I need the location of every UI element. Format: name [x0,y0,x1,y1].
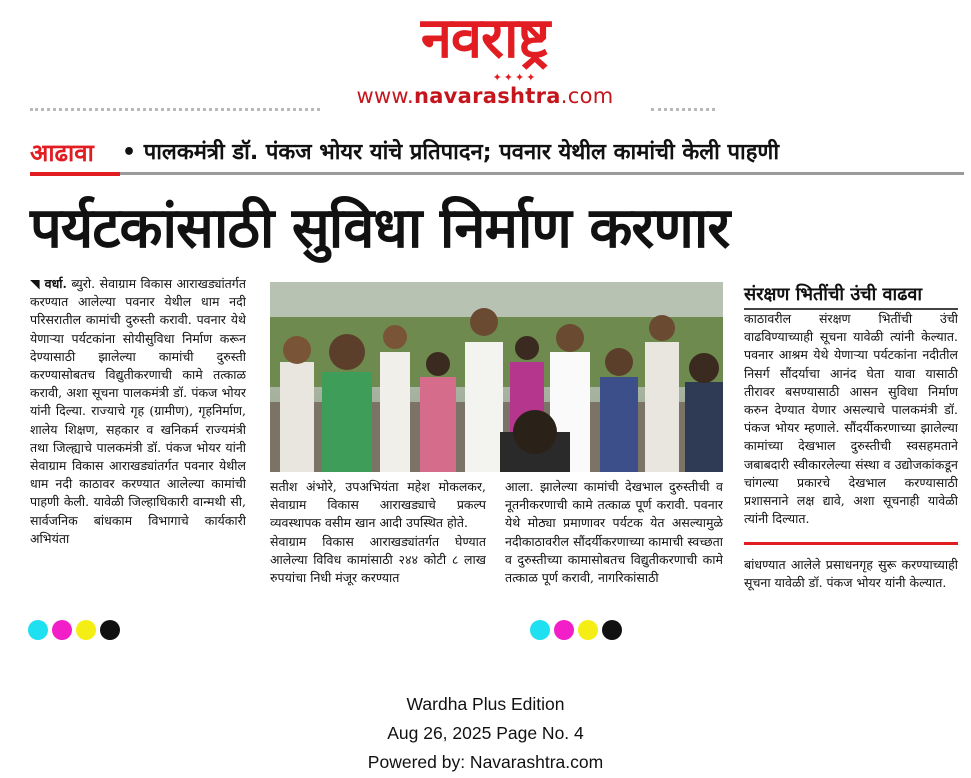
kicker-label: आढावा [30,139,94,167]
section-subhead: संरक्षण भितींची उंची वाढवा [744,284,923,305]
column-4-tail-text: बांधण्यात आलेले प्रसाधनगृह सुरू करण्याच्याही सूचना यावेळी डॉ. पंकज भोयर यांनी केल्यात. [744,557,958,591]
article-column-1 [30,275,246,615]
article-column-4 [744,310,958,538]
article-column-4-tail [744,556,958,616]
registration-yellow-mark [76,620,96,640]
column-4-body: काठावरील संरक्षण भितींची उंची वाढविण्याच्याही सूचना यावेळी त्यांनी केल्यात. पवनार आश्रम येथे येणाऱ्या पर्यटकांना नदीतील निसर्ग सौंदर्याचा आनंद घेता यावा यासाठी तीरावर बसण्यासाठी आसन सुविधा निर्माण करुन देण्यात येणार असल्याचे पालकमंत्री डॉ. पंकज भोयर म्हणाले. सौंदर्यीकरणाच्या झालेल्या कामांच्या देखभाल दुरुस्तीची स्वसहमताने जबाबदारी स्वीकारलेल्या संस्था व उद्योजकांकडून चांगल्या प्रकारचे देखभाल करण्यासाठी प्रशासनाने लक्ष द्यावे, अशा सूचनाही यावेळी त्यांनी दिल्यात. [744,311,958,527]
article-column-3 [505,478,723,616]
dateline-mark-icon: ◥ [30,276,41,291]
kicker-accent-rule [30,172,120,176]
dateline-bureau: ब्युरो. [66,276,96,291]
article-headline: पर्यटकांसाठी सुविधा निर्माण करणार [30,196,730,261]
brand-url[interactable] [300,84,670,108]
column-1-body: सेवाग्राम विकास आराखड्यांतर्गत करण्यात आलेल्या पवनार येथील धाम नदी परिसरातील कामांची दुरुस्ती करावी. पवनार येथे येणाऱ्या पर्यटकांना सोयीसुविधा निर्माण करून देण्यासाठी झालेल्या कामांची दुरुस्ती करण्यासोबतच विद्युतीकरणाची कामे तत्काळ करावी, अशा सूचना पालकमंत्री डॉ. पंकज भोयर यांनी दिल्या. राज्याचे गृह (ग्रामीण), गृहनिर्माण, शालेय शिक्षण, सहकार व खनिकर्म राज्यमंत्री तथा जिल्ह्याचे पालकमंत्री डॉ. पंकज भोयर यांनी सेवाग्राम विकास आराखड्यांतर्गत पवनार येथील धाम नदी काठावर करण्यात आलेल्या कामांची पाहणी केली. यावेळी जिल्हाधिकारी वान्मथी सी, सार्वजनिक बांधकाम विभागाचे कार्यकारी अभियंता [30,276,246,546]
brand-ornament: ✦✦✦✦ [492,71,538,84]
edition-date-page: Aug 26, 2025 Page No. 4 [387,723,584,743]
kicker-rule [30,172,964,175]
masthead-divider-left [30,108,320,111]
column-3-body: आला. झालेल्या कामांची देखभाल दुरुस्तीची व नूतनीकरणाची कामे तत्काळ पूर्ण करावी. पवनार येथे मोठ्या प्रमाणावर पर्यटक येत असल्यामुळे नदीकाठावरील सौंदर्यीकरणाच्या कामाची स्वच्छता व दुरुस्तीच्या कामासोबतच विद्युतीकरणाची कामे तत्काळ पूर्ण करावी, नागरिकांसाठी [505,479,723,586]
registration-cyan-mark-2 [530,620,550,640]
registration-cyan-mark [28,620,48,640]
registration-black-mark-2 [602,620,622,640]
column-2-paragraph-2: सेवाग्राम विकास आराखड्यांतर्गत घेण्यात आलेल्या विविध कामांसाठी २४४ कोटी ८ लाख रुपयांचा निधी मंजूर करण्यात [270,533,486,586]
masthead [300,6,670,110]
registration-yellow-mark-2 [578,620,598,640]
dateline-place: वर्धा. [44,276,67,291]
registration-magenta-mark [52,620,72,640]
edition-name: Wardha Plus Edition [406,694,565,714]
registration-magenta-mark-2 [554,620,574,640]
column-4-divider [744,542,958,545]
url-prefix: www. [356,84,414,108]
powered-by: Powered by: Navarashtra.com [367,752,604,772]
url-suffix: .com [560,84,614,108]
column-2-paragraph-1: सतीश अंभोरे, उपअभियंता महेश मोकलकर, सेवाग्राम विकास आराखड्याचे प्रकल्प व्यवस्थापक वसीम खान आदी उपस्थित होते. [270,479,486,531]
brand-logo: नवराष्ट्र [420,6,550,71]
edition-footer [0,690,971,777]
kicker-row [30,136,964,176]
url-domain: navarashtra [413,84,561,108]
article-column-2 [270,478,486,616]
registration-black-mark [100,620,120,640]
column-1-text [30,275,246,548]
photo-crowd-illustration [270,282,723,472]
kicker-text: • पालकमंत्री डॉ. पंकज भोयर यांचे प्रतिपादन; पवनार येथील कामांची केली पाहणी [122,140,780,165]
article-photo [270,282,723,472]
masthead-divider-right [651,108,715,111]
